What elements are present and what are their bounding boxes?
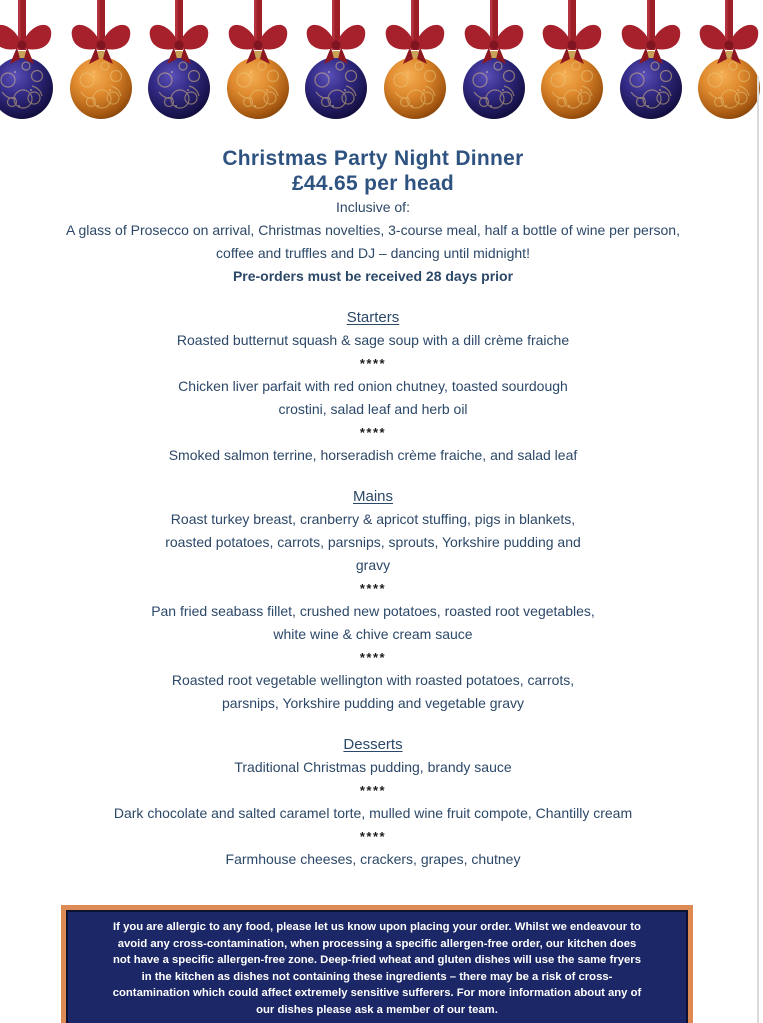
package-details-line2: coffee and truffles and DJ – dancing until midnight! <box>216 245 530 261</box>
bauble-band <box>0 0 763 122</box>
preorder-note: Pre-orders must be received 28 days prior <box>232 268 514 284</box>
course-separator: **** <box>359 581 387 596</box>
menu-item-line: Traditional Christmas pudding, brandy sauce <box>234 759 512 775</box>
page-title: Christmas Party Night Dinner <box>222 147 524 170</box>
christmas-bauble-icon <box>296 0 376 122</box>
bauble-navy <box>611 0 691 122</box>
menu-sections <box>0 306 746 871</box>
section-heading-desserts: Desserts <box>343 736 403 753</box>
page-edge-line <box>757 76 759 1023</box>
menu-item-line: Dark chocolate and salted caramel torte, mulled wine fruit compote, Chantilly cream <box>113 805 633 821</box>
price-subtitle: £44.65 per head <box>291 172 455 195</box>
bauble-orange <box>375 0 455 122</box>
menu-item-line: Pan fried seabass fillet, crushed new potatoes, roasted root vegetables, <box>151 603 595 619</box>
menu-item-line: Roasted root vegetable wellington with roasted potatoes, carrots, <box>171 672 575 688</box>
menu-item-line: parsnips, Yorkshire pudding and vegetable gravy <box>222 695 524 711</box>
christmas-bauble-icon <box>375 0 455 122</box>
package-details-line1: A glass of Prosecco on arrival, Christmas novelties, 3-course meal, half a bottle of wine per person, <box>66 222 680 238</box>
inclusive-label: Inclusive of: <box>336 199 410 215</box>
course-separator: **** <box>359 356 387 371</box>
christmas-bauble-icon <box>454 0 534 122</box>
allergy-text-line: our dishes please ask a member of our team. <box>256 1003 498 1016</box>
bauble-orange <box>61 0 141 122</box>
christmas-bauble-icon <box>218 0 298 122</box>
bauble-orange <box>689 0 763 122</box>
allergy-text-line: not have a specific allergen-free zone. Deep-fried wheat and gluten dishes will use the same fryers <box>113 954 641 966</box>
christmas-bauble-icon <box>139 0 219 122</box>
christmas-bauble-icon <box>611 0 691 122</box>
christmas-bauble-icon <box>61 0 141 122</box>
bauble-navy <box>139 0 219 122</box>
menu-content <box>0 146 746 871</box>
menu-item-line: crostini, salad leaf and herb oil <box>278 401 468 417</box>
section-heading-mains: Mains <box>352 488 393 505</box>
menu-item-line: Roasted butternut squash & sage soup with a dill crème fraiche <box>176 332 570 348</box>
bauble-orange <box>218 0 298 122</box>
menu-item-line: roasted potatoes, carrots, parsnips, sprouts, Yorkshire pudding and <box>165 534 581 550</box>
menu-item-line: Smoked salmon terrine, horseradish crème fraiche, and salad leaf <box>168 447 578 463</box>
course-separator: **** <box>359 650 387 665</box>
bauble-orange <box>532 0 612 122</box>
bauble-navy <box>296 0 376 122</box>
section-heading-starters: Starters <box>346 309 400 326</box>
allergy-text-line: in the kitchen as dishes not containing these ingredients – there may be a risk of cross- <box>141 970 613 983</box>
menu-item-line: Chicken liver parfait with red onion chutney, toasted sourdough <box>178 378 568 394</box>
course-separator: **** <box>359 425 387 440</box>
menu-item-line: gravy <box>355 557 391 573</box>
course-separator: **** <box>359 783 387 798</box>
christmas-bauble-icon <box>532 0 612 122</box>
christmas-bauble-icon <box>689 0 763 122</box>
allergy-text-line: avoid any cross-contamination, when processing a specific allergen-free order, our kitchen does <box>117 937 637 950</box>
allergy-text-line: If you are allergic to any food, please let us know upon placing your order. Whilst we endeavour to <box>113 921 641 933</box>
course-separator: **** <box>359 829 387 844</box>
bauble-navy <box>0 0 62 122</box>
bauble-navy <box>454 0 534 122</box>
christmas-bauble-icon <box>0 0 62 122</box>
menu-item-line: Farmhouse cheeses, crackers, grapes, chutney <box>225 851 521 867</box>
menu-item-line: white wine & chive cream sauce <box>273 626 473 642</box>
menu-item-line: Roast turkey breast, cranberry & apricot stuffing, pigs in blankets, <box>170 511 576 527</box>
allergy-notice <box>61 905 693 1023</box>
allergy-text-line: contamination which could affect extremely sensitive sufferers. For more information about any of <box>112 987 642 999</box>
